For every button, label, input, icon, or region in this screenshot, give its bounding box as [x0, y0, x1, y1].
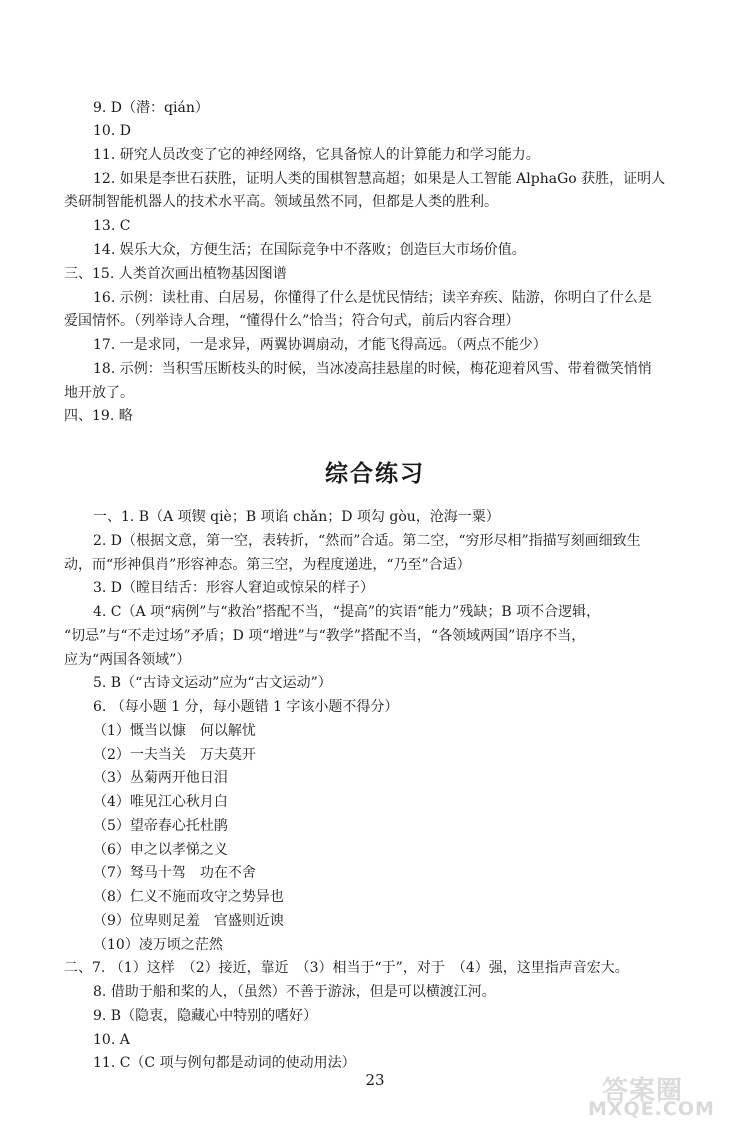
- answer-line: 10. D: [93, 123, 131, 139]
- answer-line: 17. 一是求同，一是求异，两翼协调扇动，才能飞得高远。（两点不能少）: [93, 337, 547, 353]
- answer-line: 12. 如果是李世石获胜，证明人类的围棋智慧高超；如果是人工智能 AlphaGo 获胜，证明人: [93, 171, 666, 187]
- answer-line: （7）驽马十驾 功在不舍: [93, 865, 256, 881]
- answer-line: 14. 娱乐大众，方便生活；在国际竞争中不落败；创造巨大市场价值。: [93, 242, 526, 258]
- answer-line: （2）一夫当关 万夫莫开: [93, 747, 256, 763]
- answer-line: 一、1. B（A 项锲 qiè；B 项谄 chǎn；D 项勾 gòu，沧海一粟）: [93, 509, 500, 525]
- answer-line: （10）凌万顷之茫然: [93, 937, 223, 953]
- answer-line: 11. 研究人员改变了它的神经网络，它具备惊人的计算能力和学习能力。: [93, 147, 540, 163]
- answer-line: 动，而“形神俱肖”形容神态。第三空，为程度递进，“乃至”合适）: [64, 557, 471, 573]
- answer-line: （5）望帝春心托杜鹃: [93, 818, 228, 834]
- answer-line: （8）仁义不施而攻守之势异也: [93, 889, 284, 905]
- page-number: 23: [365, 1071, 385, 1089]
- answer-line: （3）丛菊两开他日泪: [93, 770, 228, 786]
- answer-line: 9. D（潜：qián）: [93, 100, 209, 116]
- answer-line: （1）慨当以慷 何以解忧: [93, 723, 256, 739]
- section-title: 综合练习: [325, 461, 425, 487]
- answer-line: 应为“两国各领域”）: [64, 652, 191, 668]
- answer-line: 16. 示例：读杜甫、白居易，你懂得了什么是忧民情结；读辛弃疾、陆游，你明白了什么是: [93, 290, 652, 306]
- answer-line: 10. A: [93, 1032, 130, 1048]
- answer-line: 9. B（隐衷，隐藏心中特别的嗜好）: [93, 1008, 318, 1024]
- answer-line: （4）唯见江心秋月白: [93, 794, 228, 810]
- answer-line: （6）申之以孝悌之义: [93, 842, 228, 858]
- answer-line: （9）位卑则足羞 官盛则近谀: [93, 913, 284, 929]
- answer-line: 爱国情怀。（列举诗人合理，“懂得什么”恰当；符合句式，前后内容合理）: [64, 313, 520, 329]
- answer-line: 4. C（A 项“病例”与“救治”搭配不当，“提高”的宾语“能力”残缺；B 项不合逻辑，: [93, 604, 601, 620]
- watermark-logo: [584, 1070, 744, 1120]
- answer-line: 二、7. （1）这样 （2）接近，靠近 （3）相当于“于”，对于 （4）强，这里指声音宏大。: [64, 960, 629, 976]
- watermark-url: MXQE.COM: [588, 1098, 715, 1120]
- answer-line: 类研制智能机器人的技术水平高。领域虽然不同，但都是人类的胜利。: [64, 194, 498, 210]
- answer-line: 三、15. 人类首次画出植物基因图谱: [64, 266, 287, 282]
- watermark-logo-text: 答案圈: [602, 1076, 684, 1106]
- answer-line: 11. C（C 项与例句都是动词的使动用法）: [93, 1055, 356, 1071]
- answer-line: 3. D（瞠目结舌：形容人窘迫或惊呆的样子）: [93, 580, 375, 596]
- answer-line: 地开放了。: [64, 385, 134, 401]
- answer-line: 2. D（根据文意，第一空，表转折，“然而”合适。第二空，“穷形尽相”指描写刻画细致生: [93, 533, 641, 549]
- answer-line: 18. 示例：当积雪压断枝头的时候，当冰凌高挂悬崖的时候，梅花迎着风雪、带着微笑悄悄: [93, 361, 652, 377]
- answer-line: “切忌”与“不走过场”矛盾；D 项“增进”与“教学”搭配不当，“各领域两国”语序不当，: [64, 628, 586, 644]
- answer-line: 6. （每小题 1 分，每小题错 1 字该小题不得分）: [93, 699, 399, 715]
- answer-line: 四、19. 略: [64, 408, 133, 424]
- answer-line: 13. C: [93, 218, 131, 234]
- answer-line: 8. 借助于船和桨的人，（虽然）不善于游泳，但是可以横渡江河。: [93, 984, 496, 1000]
- answer-line: 5. B（“古诗文运动”应为“古文运动”）: [93, 675, 332, 691]
